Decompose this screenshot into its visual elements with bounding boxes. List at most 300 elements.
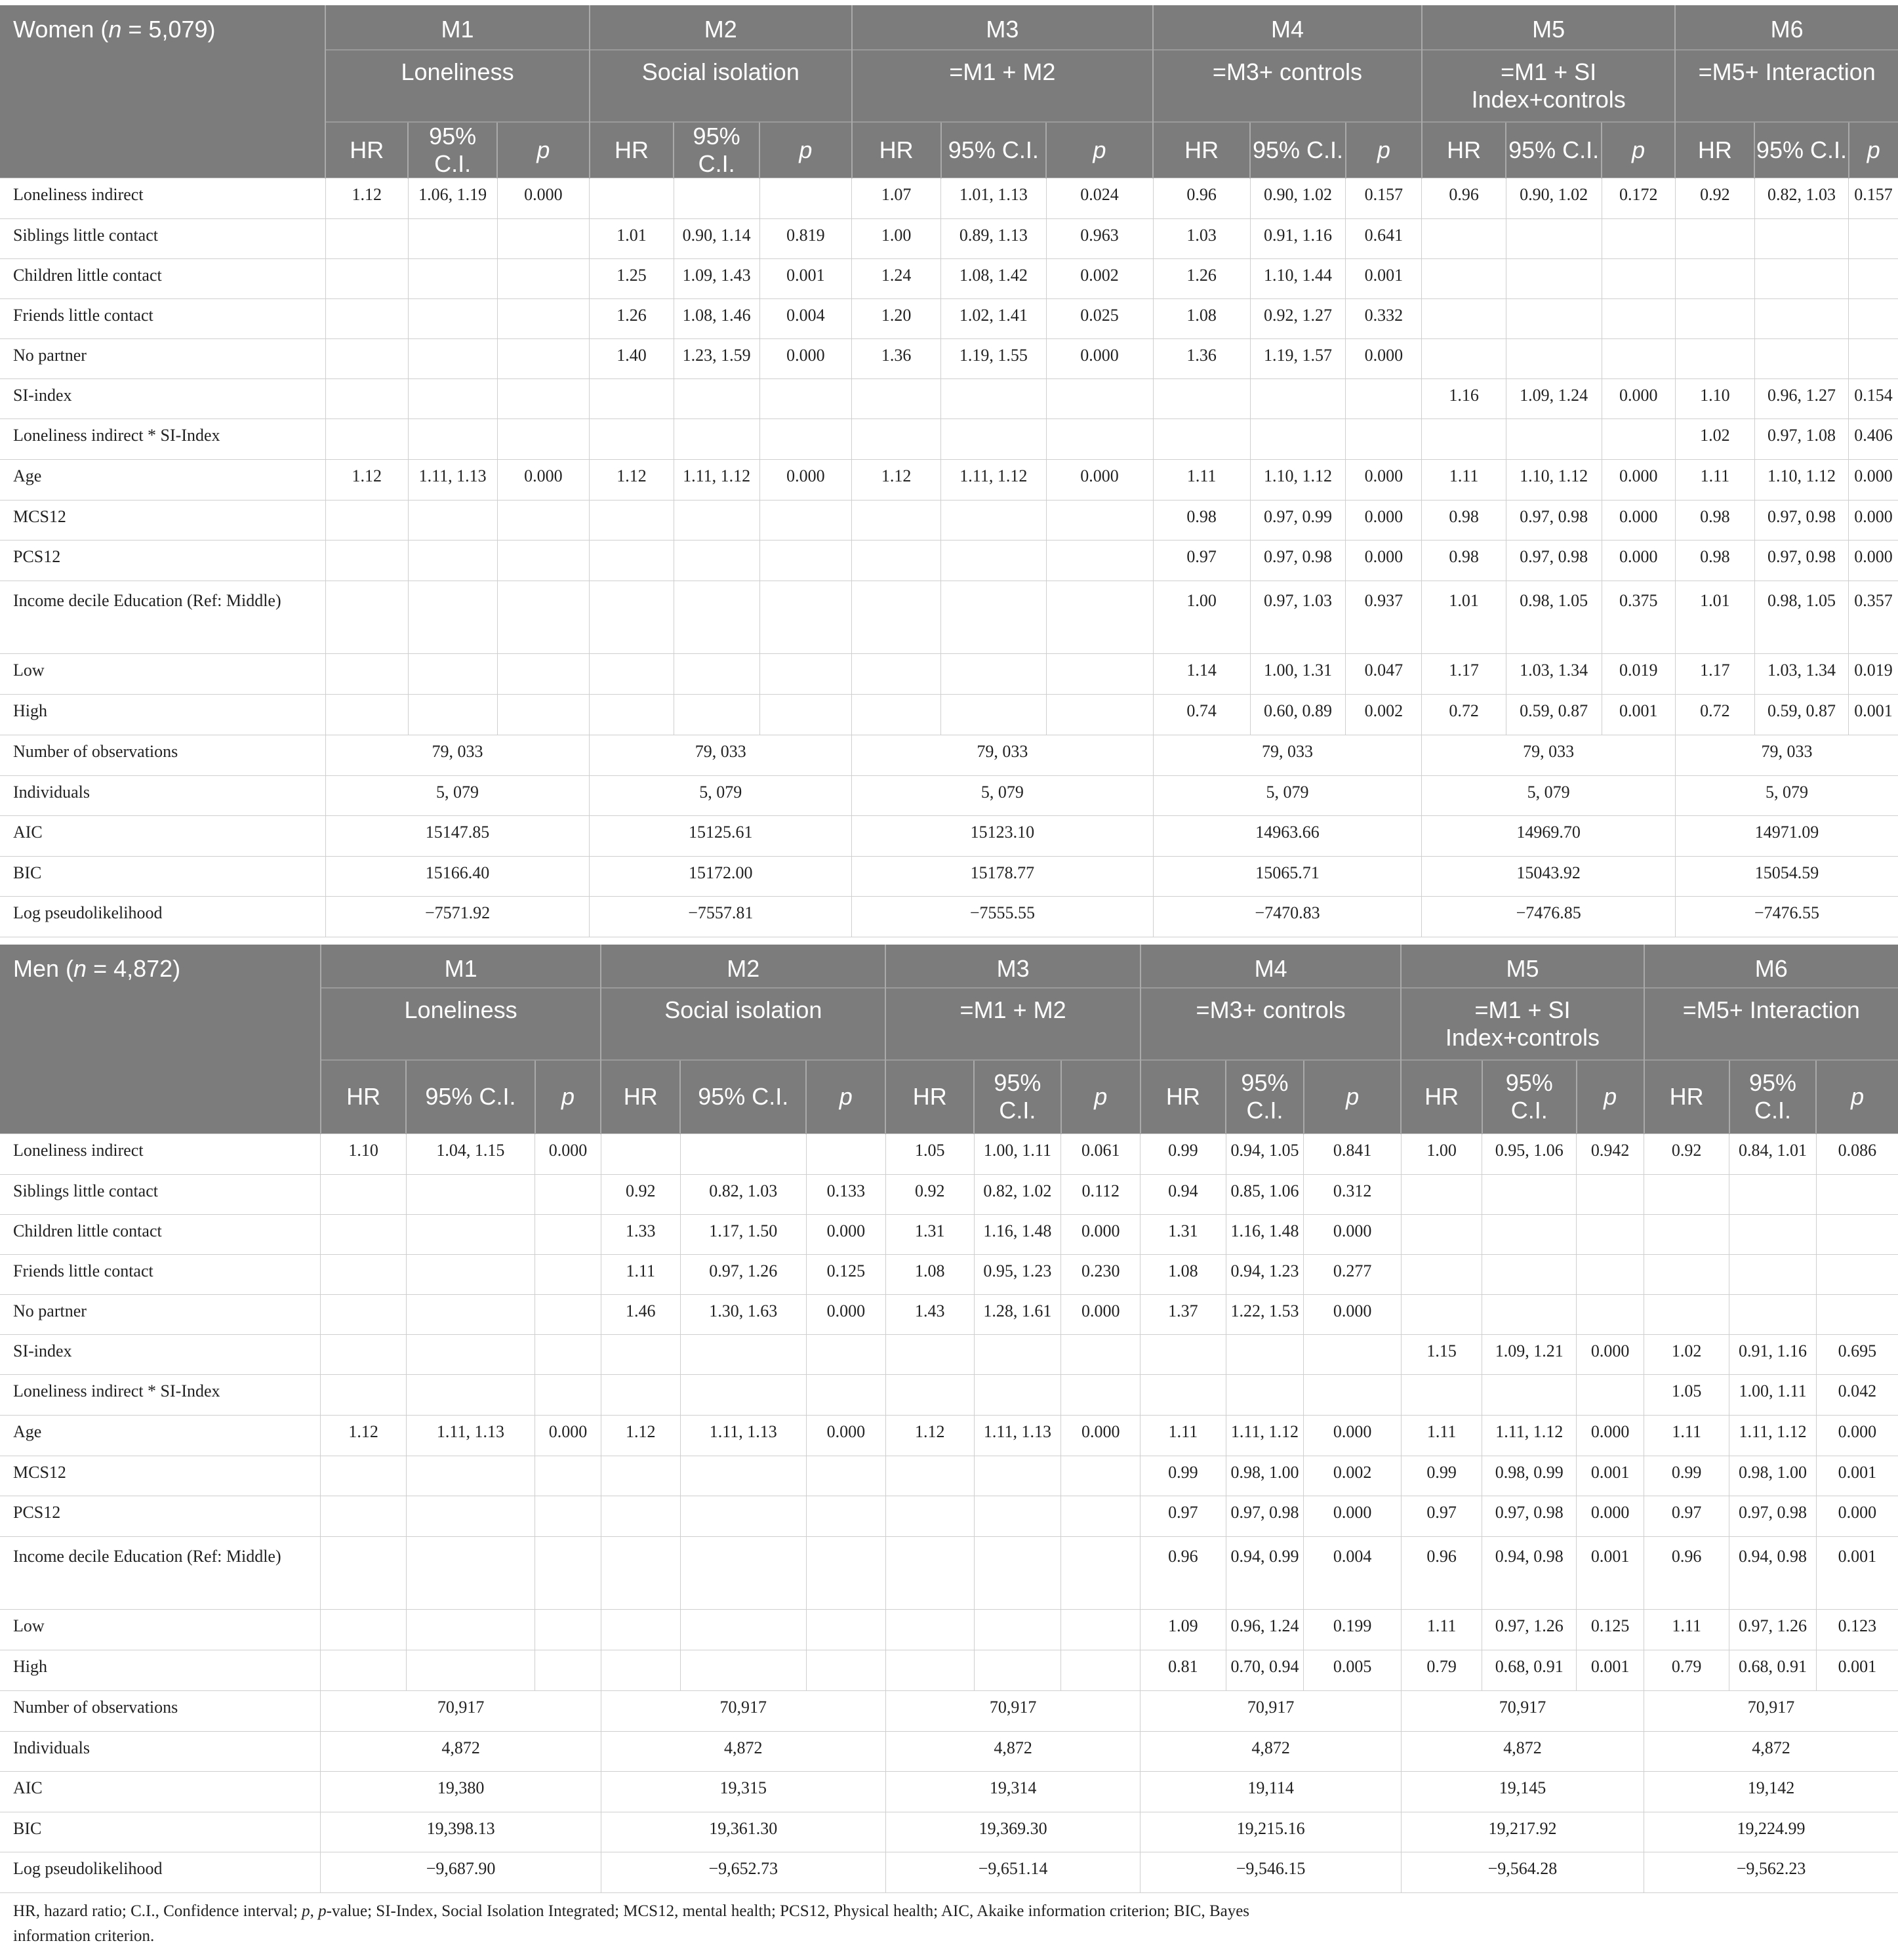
p-cell: 0.937 [1346,581,1422,654]
summary-label: Number of observations [0,1690,321,1731]
p-cell: 0.024 [1046,178,1153,219]
p-cell: 0.963 [1046,219,1153,259]
p-cell: 0.125 [806,1254,885,1294]
p-column-header [1849,122,1898,178]
hr-cell [1153,419,1250,460]
ci-cell [408,259,497,299]
p-cell [497,339,590,379]
hr-cell [885,1334,974,1374]
hr-cell [601,1334,680,1374]
p-cell: 0.000 [1304,1496,1402,1536]
summary-label: BIC [0,1812,321,1852]
p-cell [1061,1496,1141,1536]
hr-cell: 1.12 [325,460,408,500]
p-cell [1849,219,1898,259]
hr-cell: 0.97 [1644,1496,1729,1536]
table-row [0,1650,1898,1690]
hr-cell [1675,299,1754,339]
hr-cell: 1.36 [1153,339,1250,379]
p-symbol: p [1867,136,1880,163]
ci-cell [974,1496,1061,1536]
ci-cell: 0.95, 1.06 [1482,1133,1577,1174]
p-cell [759,379,852,419]
row-label: Friends little contact [0,1254,321,1294]
row-label: MCS12 [0,1456,321,1496]
ci-cell [1482,1214,1577,1254]
hr-cell [325,259,408,299]
model-code-header: M4 [1153,5,1422,50]
p-cell: 0.000 [1577,1334,1644,1374]
p-cell: 0.000 [535,1415,601,1456]
p-cell [1816,1214,1898,1254]
p-cell [759,541,852,581]
row-label: PCS12 [0,541,325,581]
hr-cell: 0.98 [1153,500,1250,541]
p-cell [1046,541,1153,581]
hr-column-header: HR [1153,122,1250,178]
hr-cell: 1.09 [1141,1609,1226,1650]
hr-cell: 1.11 [1141,1415,1226,1456]
summary-value: 15123.10 [852,816,1153,857]
ci-cell [1506,419,1602,460]
summary-value: 15043.92 [1422,857,1675,897]
row-label: Children little contact [0,259,325,299]
row-label: PCS12 [0,1496,321,1536]
ci-cell: 0.94, 0.98 [1729,1536,1817,1609]
summary-value: −7476.55 [1675,897,1898,937]
p-cell: 0.112 [1061,1174,1141,1214]
hr-cell: 0.98 [1422,541,1506,581]
table-row [0,419,1898,460]
p-column-header [1577,1060,1644,1133]
model-code-header: M2 [590,5,852,50]
summary-label: Individuals [0,1731,321,1771]
hr-cell: 1.33 [601,1214,680,1254]
ci-cell: 0.91, 1.16 [1250,219,1346,259]
model-description-header: =M1 + M2 [885,988,1140,1060]
table-row [0,460,1898,500]
p-cell [806,1133,885,1174]
p-cell: 0.001 [1816,1456,1898,1496]
p-cell [535,1609,601,1650]
p-cell [1061,1609,1141,1650]
hr-cell: 0.96 [1153,178,1250,219]
p-cell [759,500,852,541]
p-cell: 0.000 [1577,1496,1644,1536]
summary-value: 19,398.13 [321,1812,601,1852]
ci-cell [406,1536,535,1609]
model-description-header: Loneliness [325,50,589,122]
p-cell: 0.000 [1346,460,1422,500]
p-cell [497,379,590,419]
table-row [0,695,1898,735]
ci-cell: 0.94, 1.23 [1226,1254,1304,1294]
p-cell: 0.125 [1577,1609,1644,1650]
hr-cell [1141,1334,1226,1374]
ci-cell: 0.89, 1.13 [941,219,1046,259]
row-label: Low [0,1609,321,1650]
hr-cell: 1.11 [1675,460,1754,500]
ci-cell [406,1294,535,1334]
summary-value: 15125.61 [590,816,852,857]
hr-cell: 0.92 [601,1174,680,1214]
model-description-header: =M5+ Interaction [1675,50,1898,122]
p-cell [1304,1374,1402,1415]
summary-value: 70,917 [1141,1690,1402,1731]
hr-cell: 1.10 [1675,379,1754,419]
table-row [0,339,1898,379]
summary-value: 4,872 [601,1731,885,1771]
p-cell: 0.001 [1816,1650,1898,1690]
hr-cell [321,1496,406,1536]
p-cell: 0.025 [1046,299,1153,339]
hr-cell: 1.00 [1153,581,1250,654]
p-cell [497,695,590,735]
ci-cell: 0.94, 0.99 [1226,1536,1304,1609]
table-row [0,259,1898,299]
summary-label: AIC [0,1771,321,1812]
hr-cell [1644,1214,1729,1254]
hr-cell [1401,1174,1482,1214]
hr-cell [1422,299,1506,339]
p-cell [806,1650,885,1690]
p-cell [497,419,590,460]
hr-cell: 0.72 [1422,695,1506,735]
p-cell: 0.641 [1346,219,1422,259]
ci-cell [408,541,497,581]
table-row [0,178,1898,219]
p-cell: 0.000 [806,1294,885,1334]
hr-column-header: HR [321,1060,406,1133]
p-cell: 0.000 [806,1415,885,1456]
ci-cell: 0.97, 1.26 [1729,1609,1817,1650]
ci-cell: 0.97, 1.08 [1754,419,1848,460]
hr-cell [325,654,408,695]
p-cell [497,654,590,695]
p-cell [535,1496,601,1536]
p-cell: 0.019 [1849,654,1898,695]
summary-value: 14963.66 [1153,816,1422,857]
ci-cell [406,1174,535,1214]
model-code-header: M6 [1675,5,1898,50]
ci-cell [408,339,497,379]
p-cell [1816,1294,1898,1334]
p-cell [1046,581,1153,654]
summary-value: −7571.92 [325,897,589,937]
hr-cell [885,1536,974,1609]
ci-cell [1506,339,1602,379]
hr-cell [885,1650,974,1690]
table-row [0,1174,1898,1214]
ci-cell [406,1334,535,1374]
ci-cell: 0.92, 1.27 [1250,299,1346,339]
hr-cell: 1.12 [601,1415,680,1456]
p-cell [1849,339,1898,379]
p-cell [497,299,590,339]
summary-row [0,857,1898,897]
ci-cell [406,1609,535,1650]
hr-cell [590,581,674,654]
ci-cell: 0.90, 1.02 [1250,178,1346,219]
summary-row [0,1812,1898,1852]
summary-row [0,776,1898,816]
p-cell: 0.000 [1602,500,1675,541]
hr-cell [321,1536,406,1609]
ci-cell [408,419,497,460]
p-cell: 0.123 [1816,1609,1898,1650]
p-cell: 0.002 [1346,695,1422,735]
hr-cell [325,299,408,339]
n-value: = 5,079) [121,16,216,43]
p-column-header [1602,122,1675,178]
ci-cell: 1.08, 1.42 [941,259,1046,299]
ci-cell [408,299,497,339]
row-label: SI-index [0,1334,321,1374]
p-cell: 0.001 [1346,259,1422,299]
ci-cell: 1.28, 1.61 [974,1294,1061,1334]
hr-cell: 0.92 [885,1174,974,1214]
hr-cell [852,541,941,581]
hr-cell [325,379,408,419]
hr-cell: 1.16 [1422,379,1506,419]
hr-cell [1141,1374,1226,1415]
ci-cell [408,500,497,541]
hr-column-header: HR [1422,122,1506,178]
model-description-header: Social isolation [590,50,852,122]
ci-column-header: 95% C.I. [1729,1060,1817,1133]
hr-cell: 1.17 [1422,654,1506,695]
summary-row [0,816,1898,857]
summary-value: −9,652.73 [601,1852,885,1892]
ci-cell [1482,1294,1577,1334]
ci-cell: 0.59, 0.87 [1506,695,1602,735]
table-footnote [13,1899,1325,1949]
p-cell: 0.199 [1304,1609,1402,1650]
ci-cell [1482,1254,1577,1294]
hr-cell: 1.10 [321,1133,406,1174]
hr-cell: 1.36 [852,339,941,379]
ci-cell: 1.11, 1.13 [408,460,497,500]
summary-value: 19,114 [1141,1771,1402,1812]
hr-cell: 1.12 [321,1415,406,1456]
ci-cell [680,1536,806,1609]
p-cell [806,1496,885,1536]
summary-row [0,1852,1898,1892]
women-table [0,5,1898,937]
ci-cell [1506,299,1602,339]
row-label: SI-index [0,379,325,419]
ci-cell [941,379,1046,419]
n-value: = 4,872) [87,955,181,982]
ci-cell [408,219,497,259]
group-label: Women ( [13,16,109,43]
p-cell [535,1174,601,1214]
ci-cell [1754,219,1848,259]
hr-column-header: HR [852,122,941,178]
ci-cell: 1.16, 1.48 [1226,1214,1304,1254]
footnote-text: HR, hazard ratio; C.I., Confidence interval; [13,1902,302,1920]
footnote-sep: , [310,1902,319,1920]
summary-value: 19,361.30 [601,1812,885,1852]
p-cell: 0.001 [1816,1536,1898,1609]
ci-cell [941,500,1046,541]
hr-cell [885,1496,974,1536]
summary-value: −7470.83 [1153,897,1422,937]
hr-cell [325,219,408,259]
ci-cell: 1.10, 1.12 [1506,460,1602,500]
ci-cell [680,1609,806,1650]
hr-cell: 0.99 [1141,1456,1226,1496]
hr-cell [1644,1254,1729,1294]
table-row [0,500,1898,541]
summary-value: 5, 079 [1422,776,1675,816]
ci-cell: 0.97, 0.99 [1250,500,1346,541]
p-cell: 0.172 [1602,178,1675,219]
summary-value: 19,314 [885,1771,1140,1812]
ci-cell [974,1334,1061,1374]
ci-cell [680,1650,806,1690]
ci-cell: 0.84, 1.01 [1729,1133,1817,1174]
summary-value: 14969.70 [1422,816,1675,857]
ci-cell: 0.59, 0.87 [1754,695,1848,735]
p-cell [1304,1334,1402,1374]
p-cell: 0.000 [1602,541,1675,581]
p-cell [1046,500,1153,541]
p-cell: 0.000 [497,460,590,500]
men-table [0,945,1898,1893]
ci-cell [680,1334,806,1374]
hr-cell [321,1456,406,1496]
hr-cell: 1.11 [1153,460,1250,500]
ci-cell: 0.60, 0.89 [1250,695,1346,735]
hr-cell [590,500,674,541]
ci-cell: 1.19, 1.55 [941,339,1046,379]
p-column-header [806,1060,885,1133]
hr-cell [321,1294,406,1334]
hr-cell [852,500,941,541]
n-symbol: n [108,16,122,43]
p-cell: 0.375 [1602,581,1675,654]
ci-cell: 0.97, 1.03 [1250,581,1346,654]
p-cell: 0.942 [1577,1133,1644,1174]
ci-cell [974,1536,1061,1609]
hr-cell: 0.96 [1401,1536,1482,1609]
ci-cell [1506,219,1602,259]
p-cell [1602,259,1675,299]
hr-column-header: HR [601,1060,680,1133]
women-table-section [0,5,1898,937]
model-description-header: =M5+ Interaction [1644,988,1898,1060]
p-cell: 0.312 [1304,1174,1402,1214]
summary-value: −9,564.28 [1401,1852,1644,1892]
ci-column-header: 95% C.I. [1250,122,1346,178]
p-cell [535,1214,601,1254]
ci-cell: 1.10, 1.12 [1250,460,1346,500]
hr-cell: 1.01 [590,219,674,259]
hr-cell [1401,1374,1482,1415]
ci-cell: 1.11, 1.12 [1226,1415,1304,1456]
ci-cell: 1.11, 1.13 [406,1415,535,1456]
ci-cell [674,654,759,695]
table-row [0,1294,1898,1334]
hr-cell [325,500,408,541]
hr-cell [601,1133,680,1174]
ci-cell: 1.04, 1.15 [406,1133,535,1174]
ci-cell: 0.98, 0.99 [1482,1456,1577,1496]
hr-cell [321,1174,406,1214]
p-cell [806,1334,885,1374]
row-label: Siblings little contact [0,219,325,259]
p-symbol: p [1346,1083,1360,1111]
summary-value: 70,917 [1401,1690,1644,1731]
hr-cell: 1.12 [885,1415,974,1456]
hr-cell: 1.20 [852,299,941,339]
ci-cell: 1.06, 1.19 [408,178,497,219]
ci-cell: 1.11, 1.12 [941,460,1046,500]
summary-value: 5, 079 [852,776,1153,816]
ci-cell [974,1456,1061,1496]
hr-cell [1401,1254,1482,1294]
hr-cell: 1.02 [1675,419,1754,460]
ci-cell: 0.82, 1.03 [680,1174,806,1214]
ci-cell: 0.94, 1.05 [1226,1133,1304,1174]
p-cell [759,178,852,219]
hr-cell: 1.08 [885,1254,974,1294]
n-symbol: n [73,955,87,982]
summary-value: 14971.09 [1675,816,1898,857]
model-description-header: =M3+ controls [1153,50,1422,122]
hr-cell: 0.98 [1422,500,1506,541]
summary-value: −9,651.14 [885,1852,1140,1892]
ci-cell: 1.10, 1.44 [1250,259,1346,299]
p-cell: 0.047 [1346,654,1422,695]
p-cell: 0.042 [1816,1374,1898,1415]
hr-cell: 1.25 [590,259,674,299]
ci-cell [1729,1214,1817,1254]
ci-cell [406,1496,535,1536]
p-cell [1602,419,1675,460]
row-label: Siblings little contact [0,1174,321,1214]
hr-cell [321,1214,406,1254]
hr-cell [321,1374,406,1415]
hr-cell [1422,219,1506,259]
p-column-header [1046,122,1153,178]
p-cell [535,1374,601,1415]
ci-cell [974,1650,1061,1690]
ci-cell [408,695,497,735]
row-label: No partner [0,1294,321,1334]
row-label: Low [0,654,325,695]
hr-cell: 1.15 [1401,1334,1482,1374]
ci-cell: 0.90, 1.02 [1506,178,1602,219]
ci-cell [941,695,1046,735]
ci-column-header: 95% C.I. [1754,122,1848,178]
summary-value: 19,315 [601,1771,885,1812]
hr-cell: 1.12 [852,460,941,500]
hr-cell [1401,1294,1482,1334]
summary-label: Log pseudolikelihood [0,1852,321,1892]
ci-cell: 0.82, 1.02 [974,1174,1061,1214]
p-cell: 0.000 [1061,1294,1141,1334]
ci-cell [408,581,497,654]
p-column-header [497,122,590,178]
ci-cell: 0.96, 1.24 [1226,1609,1304,1650]
summary-label: Number of observations [0,735,325,776]
hr-cell [1401,1214,1482,1254]
hr-cell [852,654,941,695]
summary-value: 4,872 [885,1731,1140,1771]
table-row [0,299,1898,339]
